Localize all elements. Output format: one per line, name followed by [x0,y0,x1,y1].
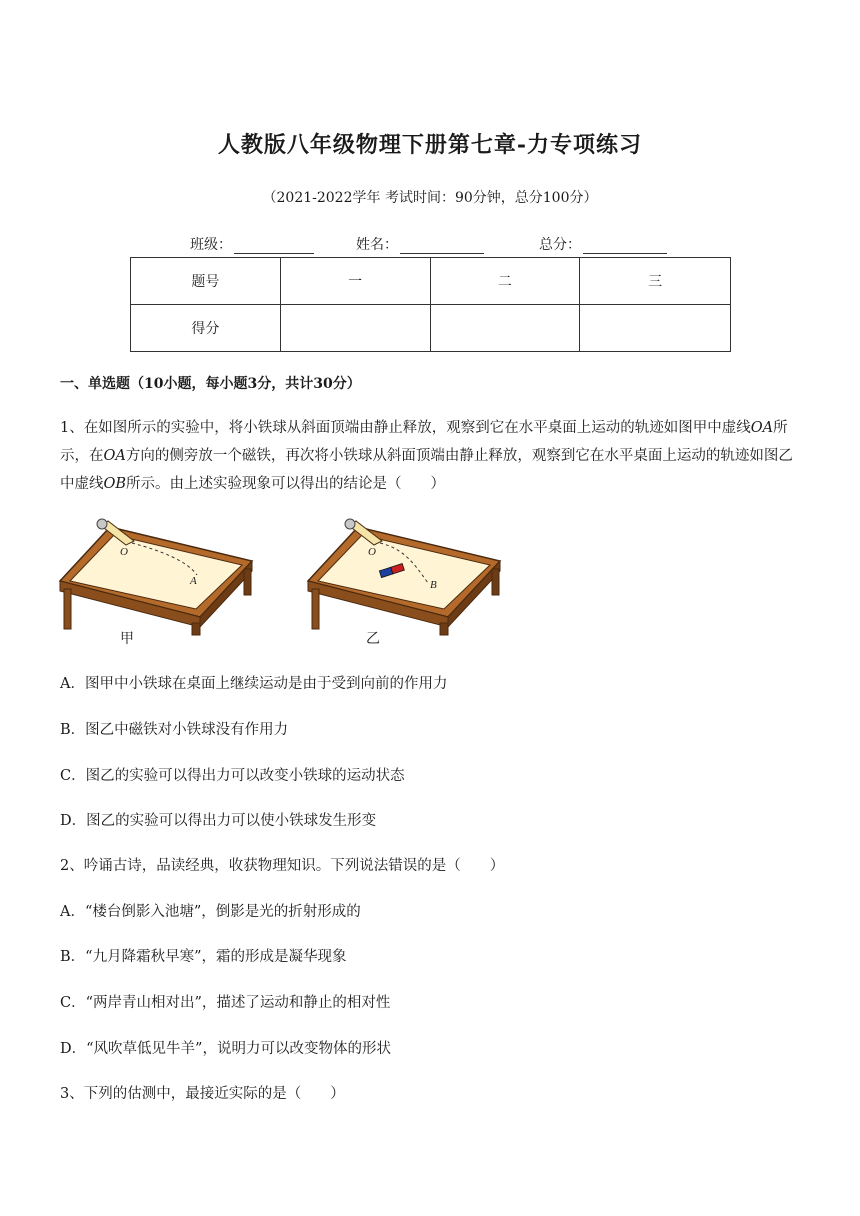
score-table-score-row [131,305,731,352]
question-3-stem: 3、下列的估测中，最接近实际的是（ ） [60,1086,345,1102]
q2-option-a[interactable]: A．“楼台倒影入池塘”，倒影是光的折射形成的 [60,904,361,920]
q2-option-c[interactable]: C．“两岸青山相对出”，描述了运动和静止的相对性 [60,995,391,1011]
q1-option-b[interactable]: B．图乙中磁铁对小铁球没有作用力 [60,722,289,738]
cell-score-1[interactable] [280,305,430,352]
figure-jia [52,513,262,638]
cell-score-2[interactable] [430,305,580,352]
question-1-stem [60,414,805,498]
q1-option-d[interactable]: D．图乙的实验可以得出力可以使小铁球发生形变 [60,813,377,829]
score-table [130,257,731,352]
total-blank[interactable] [583,239,667,254]
q1-text-3: 方向的侧旁放一个磁铁，再次将小铁球从斜面顶端由静止释放，观察到它在水平桌面上运动的轨迹如图乙中虚线 [60,448,793,492]
q2-option-d[interactable]: D．“风吹草低见牛羊”，说明力可以改变物体的形状 [60,1041,391,1057]
score-table-header-row [131,258,731,305]
q1-var-ob: OB [103,476,127,492]
q1-option-c[interactable]: C．图乙的实验可以得出力可以改变小铁球的运动状态 [60,768,405,784]
page-title: 人教版八年级物理下册第七章-力专项练习 [217,132,643,158]
q1-text-1: 1、在如图所示的实验中，将小铁球从斜面顶端由静止释放，观察到它在水平桌面上运动的轨迹如图甲中虚线 [60,420,751,436]
section-heading: 一、单选题（10小题，每小题3分，共计30分） [60,376,361,392]
total-field [539,234,667,254]
fig2-label-b: B [430,579,437,591]
cell-section-1: 一 [280,258,430,305]
q1-text-2: 所示，在 [60,420,788,464]
fig2-label-o: O [368,546,376,558]
class-blank[interactable] [234,239,314,254]
cell-score-label: 得分 [131,305,281,352]
q1-option-a[interactable]: A．图甲中小铁球在桌面上继续运动是由于受到向前的作用力 [60,676,448,692]
class-field [190,234,314,254]
fig1-label-o: O [120,546,128,558]
total-label: 总分： [539,237,581,253]
cell-score-3[interactable] [580,305,731,352]
name-blank[interactable] [400,239,484,254]
cell-section-2: 二 [430,258,580,305]
exam-info: （2021-2022学年 考试时间：90分钟，总分100分） [262,190,598,206]
q2-option-b[interactable]: B．“九月降霜秋早寒”，霜的形成是凝华现象 [60,949,347,965]
cell-section-3: 三 [580,258,731,305]
name-field [356,234,484,254]
question-2-stem: 2、吟诵古诗，品读经典，收获物理知识。下列说法错误的是（ ） [60,858,505,874]
figure-yi-caption: 乙 [366,631,380,647]
q1-var-oa: OA [750,420,774,436]
figure-jia-caption: 甲 [120,631,134,647]
fig1-label-a: A [190,575,197,587]
q1-var-oa-2: OA [103,448,126,464]
q1-text-4: 所示。由上述实验现象可以得出的结论是（ ） [126,476,446,492]
class-label: 班级： [190,237,232,253]
figure-yi [300,513,510,638]
name-label: 姓名： [356,237,398,253]
cell-question-no-label: 题号 [131,258,281,305]
